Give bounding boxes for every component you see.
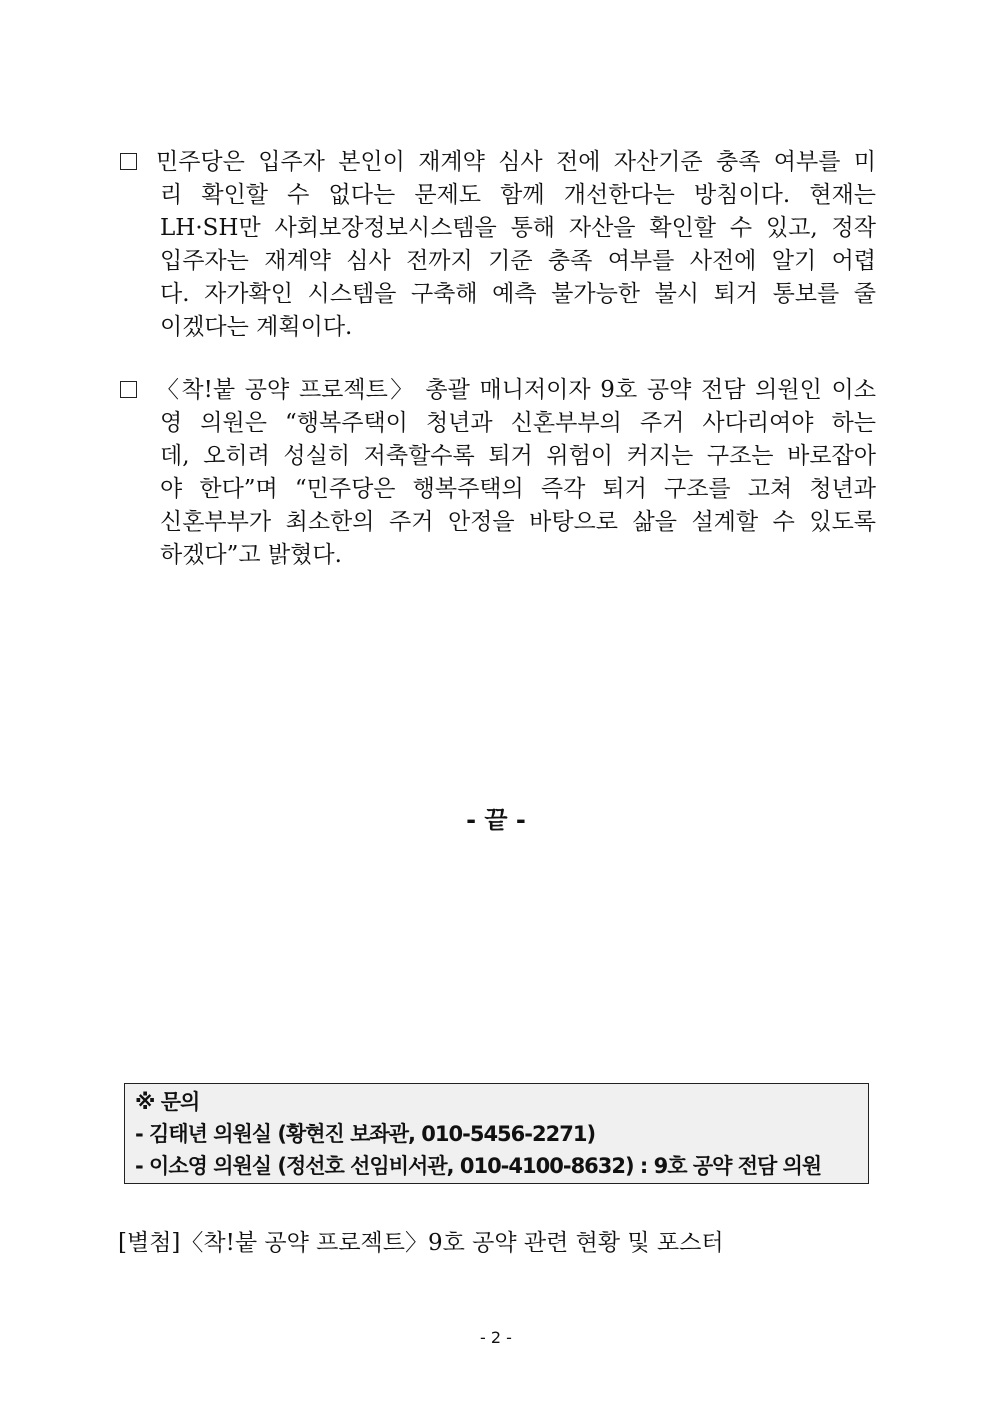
checkbox-bullet-icon [120,381,137,398]
paragraph-line: 입주자는 재계약 심사 전까지 기준 충족 여부를 사전에 알기 어렵 [160,248,876,274]
page-number: - 2 - [480,1328,512,1347]
paragraph-line: 리 확인할 수 없다는 문제도 함께 개선한다는 방침이다. 현재는 [160,182,876,208]
paragraph-line: 다. 자가확인 시스템을 구축해 예측 불가능한 불시 퇴거 통보를 줄 [160,281,876,307]
paragraph-line: 야 한다”며 “민주당은 행복주택의 즉각 퇴거 구조를 고쳐 청년과 [160,476,876,502]
contact-title: ※ 문의 [135,1090,200,1114]
paragraph-line: 민주당은 입주자 본인이 재계약 심사 전에 자산기준 충족 여부를 미 [156,149,876,175]
paragraph-line: 데, 오히려 성실히 저축할수록 퇴거 위험이 커지는 구조는 바로잡아 [160,443,876,469]
attachment-note: [별첨]〈착!붙 공약 프로젝트〉9호 공약 관련 현황 및 포스터 [118,1230,724,1256]
paragraph-line: 이겠다는 계획이다. [160,314,353,340]
paragraph-line: 하겠다”고 밝혔다. [160,542,342,568]
end-mark: - 끝 - [466,806,526,834]
paragraph-asset-check [120,146,876,344]
contact-line: - 이소영 의원실 (정선호 선임비서관, 010-4100-8632) : 9호 공약 전담 의원 [135,1154,822,1178]
contact-box [124,1083,869,1184]
checkbox-bullet-icon [120,153,137,170]
paragraph-line: LH·SH만 사회보장정보시스템을 통해 자산을 확인할 수 있고, 정작 [160,215,876,241]
paragraph-line: 영 의원은 “행복주택이 청년과 신혼부부의 주거 사다리여야 하는 [160,410,876,436]
paragraph-line: 신혼부부가 최소한의 주거 안정을 바탕으로 삶을 설계할 수 있도록 [160,509,876,535]
paragraph-quote [120,374,876,572]
paragraph-line: 〈착!붙 공약 프로젝트〉 총괄 매니저이자 9호 공약 전담 의원인 이소 [156,377,876,403]
contact-line: - 김태년 의원실 (황현진 보좌관, 010-5456-2271) [135,1122,596,1146]
